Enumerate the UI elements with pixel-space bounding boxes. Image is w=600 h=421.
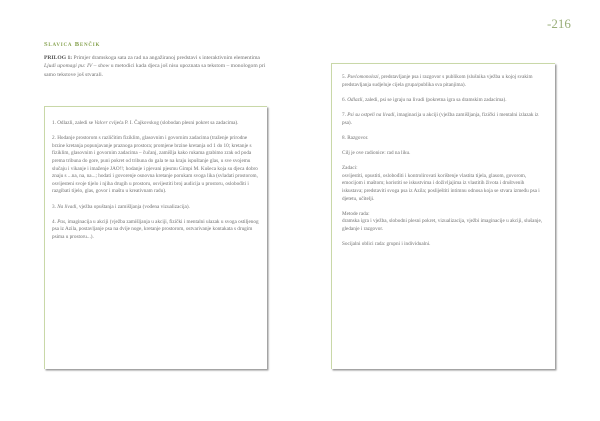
activity-item-8 (342, 135, 545, 143)
item-text-end: , predstavljanje psa i razgovor s publikom (slušnika vježba u kojoj svakim predstavljanja sudjeluje cijela grupa/publika sva pitanjima). (342, 74, 533, 88)
activity-item-metode (342, 211, 545, 234)
activity-list-right (332, 64, 555, 249)
intro-title: Ljudi upomagi pu: IV – show (44, 63, 110, 70)
running-head: Slavica Benčik (44, 41, 101, 48)
item-text: 8. Razgovor. (342, 134, 369, 141)
activity-item-oblici (342, 241, 545, 249)
item-text: 3. (52, 203, 58, 210)
item-text-end: , imaginacija u akciji (vježba zamišljanja u akciji, fizički i mentalni ulazak u svoga ostiljenog psa iz Azila, postavljanje psa na dvije noge, kretanje prostorom, ostvarivanje kontakata s drugim psima u prostoru...). (52, 218, 259, 240)
item-emphasis: Pas (57, 218, 65, 225)
item-text: 1. Odlazli, zaledi se (52, 120, 95, 126)
activity-item-cilj (342, 150, 545, 158)
item-emphasis: Valcer (94, 120, 108, 126)
item-text: 4. (52, 218, 58, 225)
activity-box-right (331, 63, 555, 369)
item-text: Socijalni oblici rada: grupni i individualni. (342, 241, 431, 248)
activity-item-6 (342, 97, 545, 105)
intro-paragraph (44, 54, 266, 79)
item-text: Metode rada: dramska igra i vježba, slobodni plesni pokret, vizualizacija, vježbi imaginacije u akciji, slušanje, gledanje i razgovor. (342, 210, 543, 232)
intro-text: Primjer dramskoga sata za rad na angažiranoj predstavi s interaktivnim elementima (72, 55, 260, 61)
item-emphasis: Na livadi (57, 203, 77, 210)
activity-item-1 (52, 120, 259, 128)
intro-label: PRILOG 1: (44, 55, 73, 61)
item-text: 6. (342, 96, 348, 103)
item-text-end: cvijeća P. I. Čajkovskog (slobodan plesni pokret sa zadacima). (107, 120, 239, 126)
item-emphasis: Odlazli (347, 96, 363, 103)
activity-item-5 (342, 74, 545, 89)
item-text: 2. Hodanje prostorom s različitim fiziklim, glasovnim i govornim zadacima (traženje prirodne brzine kretanja popunjavanje praznoga prostora; promjene brzine kretanja od 1 do 10; kretanje s fiziklim, glasovnim i govornim zadacima – čučanj, zamišlja kako rukama grabimo zrak od poda prema tribuna do gore, puni pokret od tribuna do gala te na kraju ispuštanje glas, u sve svojemu slučaju i vikanje i imaženje JAO!!; hodanje i pjevani pjesmu Gimpi M. Kušeca koja su djeca dobro znaju s ...na, na, na...; hodati i govorenje osnovna kretanje porukam svoga lika (svladati prostorom, osvijesteni svoje tijelo i njiha drugih u prostoru, osvijestiti broj audicija u prostoru, oslobođiti i razgibati tijelo, glas, govor i maštu u kreativnam radu). (52, 135, 258, 195)
page-number: -216 (547, 16, 571, 31)
activity-item-7 (342, 112, 545, 127)
activity-item-zadaci (342, 165, 545, 203)
item-text-end: , imaginacija u akciji (vježba zamišljanja, fizički i mentalni izlazak iz psa). (342, 111, 539, 126)
item-text-end: , vježba opuštanja i zamišljanja (vođena vizualizacija). (76, 203, 190, 210)
item-text-end: , zaledi, psi se igraju na livadi (pokretna igra sa dramskim zadacima). (362, 96, 507, 103)
item-emphasis: Psećomonolozi (347, 74, 379, 80)
item-emphasis: Psi su ostpeli na livadi (347, 111, 395, 118)
item-text: 7. (342, 111, 348, 118)
item-text: Cilj je ove radionice: rad na liku. (342, 149, 411, 156)
item-text: 5. (342, 74, 348, 80)
intro-text-end: u metodici kada djeca još nisu upoznata sa tekstom – monologom pri samo tekstove još stvarali. (44, 63, 266, 78)
activity-list-left (45, 107, 267, 242)
item-text: Zadaci: osvijestiti, opustiti, oslobođiti i kontrolirovati korištenje vlastita tijela, glasom, govorom, emocijom i maštom; koristiti se iskustvima i doživljajima iz vlastitih života i društvenih iskustava; predstaviti svoga psa iz Azila; posliještiti intimnu odnosa koja se stvara između psa i djetetu, učitelji. (342, 165, 540, 202)
activity-item-4 (52, 219, 259, 242)
activity-item-2 (52, 135, 259, 196)
activity-box-left (44, 106, 267, 369)
activity-item-3 (52, 204, 259, 212)
